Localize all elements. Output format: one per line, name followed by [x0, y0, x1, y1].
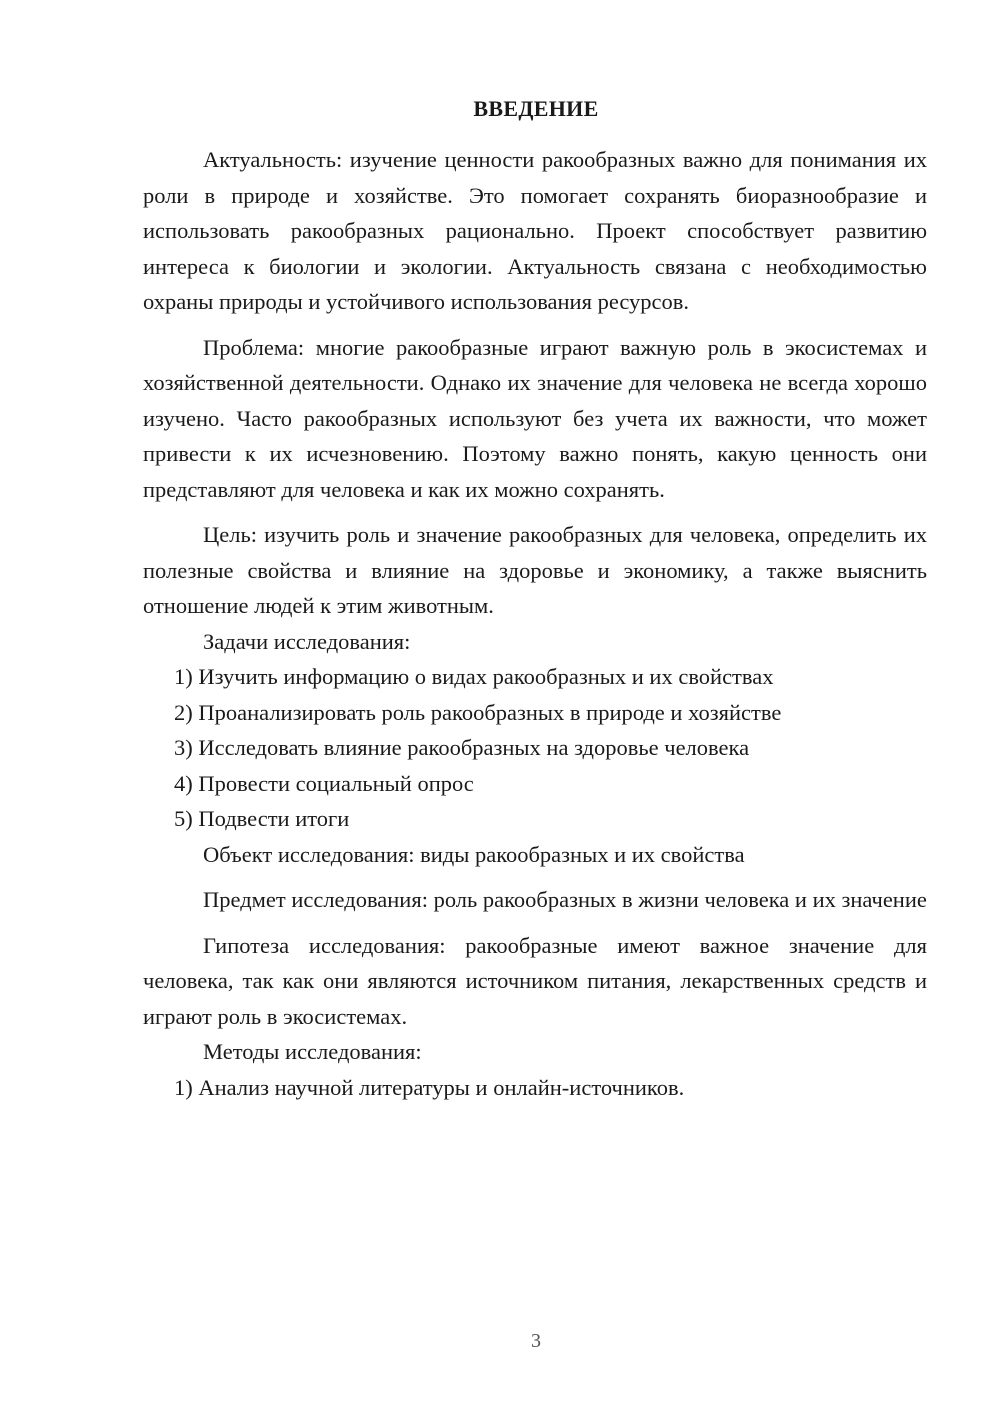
relevance-paragraph: Актуальность: изучение ценности ракообразных важно для понимания их роли в природе и хозяйстве. Это помогает сохранять биоразнообразие и использовать ракообразных рационально. Проект способствует развитию интереса к биологии и экологии. Актуальность связана с необходимостью охраны природы и устойчивого использования ресурсов.: [143, 147, 927, 314]
goal-paragraph: Цель: изучить роль и значение ракообразных для человека, определить их полезные свойства и влияние на здоровье и экономику, а также выяснить отношение людей к этим животным.: [143, 522, 927, 618]
methods-heading: Методы исследования:: [203, 1039, 422, 1064]
page-title: ВВЕДЕНИЕ: [473, 96, 599, 121]
method-item: 1) Анализ научной литературы и онлайн-источников.: [174, 1074, 685, 1100]
task-item: 1) Изучить информацию о видах ракообразных и их свойствах: [174, 664, 774, 689]
task-item: 2) Проанализировать роль ракообразных в природе и хозяйстве: [174, 699, 782, 725]
task-item: 5) Подвести итоги: [174, 806, 350, 831]
page-number: 3: [531, 1330, 541, 1352]
hypothesis-paragraph: Гипотеза исследования: ракообразные имеют важное значение для человека, так как они являются источником питания, лекарственных средств и играют роль в экосистемах.: [143, 932, 927, 1029]
task-item: 4) Провести социальный опрос: [174, 770, 474, 796]
task-item: 3) Исследовать влияние ракообразных на здоровье человека: [174, 735, 750, 760]
subject-paragraph: Предмет исследования: роль ракообразных в жизни человека и их значение: [203, 887, 927, 912]
object-paragraph: Объект исследования: виды ракообразных и их свойства: [203, 841, 745, 867]
problem-paragraph: Проблема: многие ракообразные играют важную роль в экосистемах и хозяйственной деятельности. Однако их значение для человека не всегда хорошо изучено. Часто ракообразных используют без учета их важности, что может привести к их исчезновению. Поэтому важно понять, какую ценность они представляют для человека и как их можно сохранять.: [143, 334, 927, 502]
document-body: [143, 142, 927, 1105]
tasks-heading: Задачи исследования:: [203, 628, 411, 654]
